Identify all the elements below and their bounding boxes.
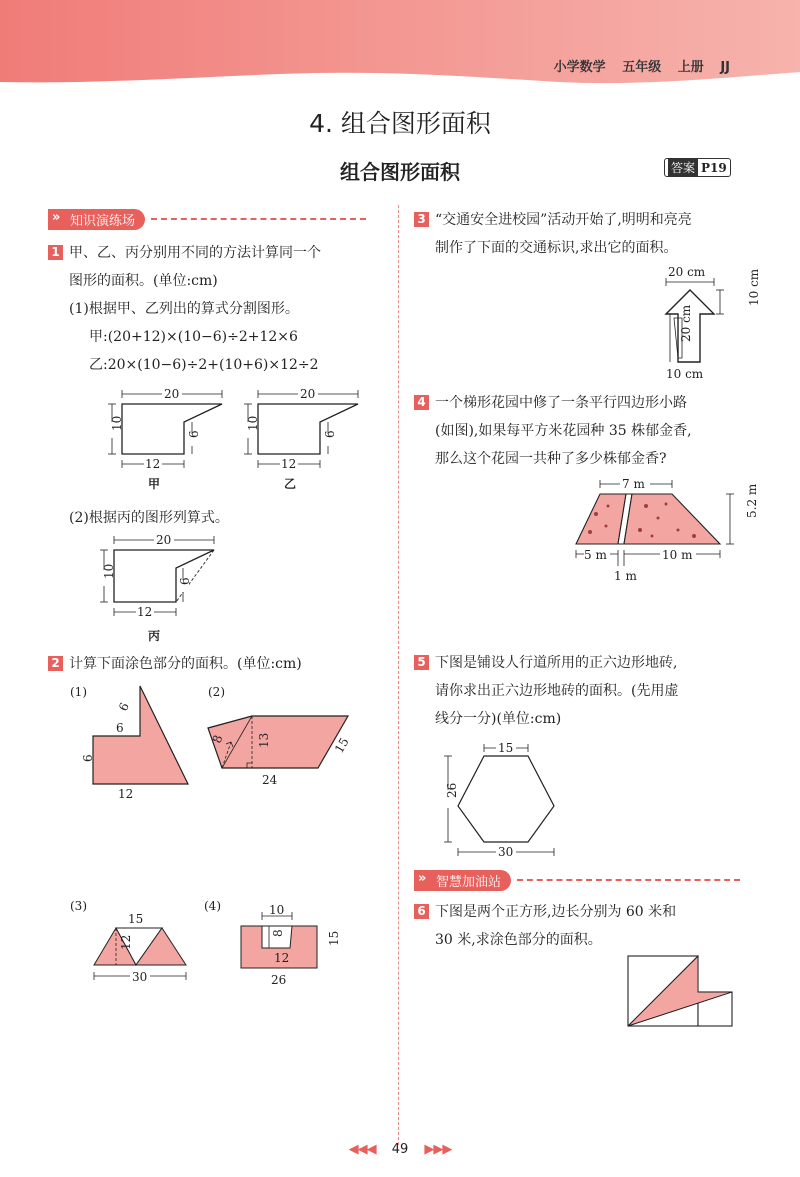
- q6-two-squares-figure: [626, 954, 740, 1030]
- q2-fig2-side-d: 24: [262, 773, 278, 787]
- section-boost: [414, 869, 740, 891]
- q2-fig4-label: (4): [204, 899, 221, 913]
- q1-jia-bottom-label: 12: [145, 457, 161, 471]
- q4-path-width: 1 m: [614, 569, 637, 583]
- section-boost-label: 智慧加油站: [436, 874, 502, 890]
- q1-jia-left-label: 10: [110, 415, 124, 431]
- q5-text-line2: 请你求出正六边形地砖的面积。(先用虚: [435, 683, 679, 699]
- q3-right-height: 10 cm: [747, 268, 761, 306]
- q2-fig4-inner-base: 12: [274, 951, 290, 965]
- volume-label: 上册: [677, 60, 704, 75]
- q2-fig4-height: 15: [327, 930, 341, 946]
- section-practice: [48, 208, 366, 230]
- q2-fig1-label: (1): [70, 685, 87, 699]
- next-arrows-icon: ▶▶▶: [424, 1142, 452, 1157]
- q1-formula-yi: 乙:20×(10−6)÷2+(10+6)×12÷2: [89, 357, 319, 373]
- question-1: [48, 239, 388, 379]
- q2-fig2-side-a: 8: [209, 733, 226, 746]
- edition-label: JJ: [720, 60, 730, 75]
- question-2: [48, 650, 302, 678]
- q5-text-line1: 下图是铺设人行道所用的正六边形地砖,: [435, 655, 678, 671]
- q2-fig3-height: 12: [119, 934, 133, 950]
- page-subtitle: 组合图形面积: [340, 160, 460, 184]
- q4-text-line2: (如图),如果每平方米花园种 35 株郁金香,: [435, 423, 692, 439]
- question-number: 2: [48, 656, 63, 671]
- q1-label-bing: 丙: [148, 629, 161, 643]
- q2-figures-1-2: [66, 682, 366, 810]
- q5-top-side: 15: [498, 741, 514, 755]
- q1-label-jia: 甲: [148, 477, 161, 491]
- q1-bing-bottom-label: 12: [137, 605, 153, 619]
- q4-top-width: 7 m: [622, 477, 645, 491]
- question-5: [414, 649, 754, 733]
- question-number: 3: [414, 212, 429, 227]
- section-practice-label: 知识演练场: [70, 213, 136, 229]
- question-6: [414, 898, 754, 954]
- q1-yi-left-label: 10: [246, 415, 260, 431]
- q5-width: 30: [498, 845, 514, 859]
- q1-label-yi: 乙: [284, 477, 297, 491]
- q1-formula-jia: 甲:(20+12)×(10−6)÷2+12×6: [89, 329, 298, 345]
- q4-right-base: 10 m: [662, 548, 693, 562]
- q1-yi-top-label: 20: [300, 387, 316, 401]
- q1-yi-bottom-label: 12: [281, 457, 297, 471]
- q1-bing-top-label: 20: [156, 533, 172, 547]
- q5-hexagon-figure: [436, 738, 566, 860]
- prev-arrows-icon: ◀◀◀: [348, 1142, 376, 1157]
- q2-fig4-top: 10: [269, 903, 285, 917]
- q1-part1: (1)根据甲、乙列出的算式分割图形。: [69, 301, 299, 317]
- page-number: 49: [391, 1142, 409, 1157]
- question-4: [414, 389, 754, 473]
- double-arrow-icon: »: [52, 209, 61, 225]
- answer-reference: [664, 158, 731, 177]
- q1-jia-right-label: 6: [187, 430, 201, 438]
- grade-label: 五年级: [622, 60, 662, 75]
- question-3: [414, 206, 754, 262]
- q2-fig2-side-c: 15: [331, 735, 352, 756]
- q3-bottom-width: 10 cm: [666, 367, 704, 381]
- book-breadcrumb: [542, 56, 730, 75]
- q2-fig4-width: 26: [271, 973, 287, 987]
- q2-fig3-top: 15: [128, 912, 144, 926]
- q2-fig2-side-b: 13: [257, 732, 271, 748]
- q1-jia-top-label: 20: [164, 387, 180, 401]
- q4-left-base: 5 m: [584, 548, 607, 562]
- q4-height: 5.2 m: [745, 483, 759, 518]
- q6-text-line1: 下图是两个正方形,边长分别为 60 米和: [435, 904, 677, 920]
- q5-height: 26: [445, 782, 459, 798]
- q2-fig2-label: (2): [208, 685, 225, 699]
- q2-fig4-inner-height: 8: [271, 929, 285, 937]
- q1-bing-right-label: 6: [178, 577, 192, 585]
- q3-text-line1: “交通安全进校园”活动开始了,明明和亮亮: [435, 212, 692, 228]
- question-number: 1: [48, 245, 63, 260]
- q2-fig1-side-c: 6: [81, 754, 95, 762]
- question-number: 5: [414, 655, 429, 670]
- double-arrow-icon: »: [418, 870, 427, 886]
- answer-label: 答案: [668, 159, 698, 176]
- q1-bing-left-label: 10: [102, 563, 116, 579]
- q4-text-line1: 一个梯形花园中修了一条平行四边形小路: [435, 395, 687, 411]
- page-title: 4. 组合图形面积: [309, 109, 491, 138]
- q2-figures-3-4: [66, 892, 366, 992]
- q1-text-line1: 甲、乙、丙分别用不同的方法计算同一个: [69, 245, 321, 261]
- q3-text-line2: 制作了下面的交通标识,求出它的面积。: [435, 240, 678, 256]
- q2-fig1-side-d: 12: [118, 787, 134, 801]
- page-footer: [0, 1142, 800, 1157]
- header-band: [0, 0, 800, 100]
- q2-fig3-base: 30: [132, 970, 148, 984]
- q2-text: 计算下面涂色部分的面积。(单位:cm): [69, 656, 302, 672]
- q4-text-line3: 那么这个花园一共种了多少株郁金香?: [435, 451, 667, 467]
- q1-figure-bing: [92, 532, 232, 646]
- column-divider: [398, 205, 399, 1145]
- question-number: 6: [414, 904, 429, 919]
- q5-text-line3: 线分一分)(单位:cm): [435, 711, 562, 727]
- q3-left-height: 20 cm: [679, 304, 693, 342]
- q2-fig1-side-a: 6: [116, 700, 132, 714]
- q3-top-width: 20 cm: [668, 265, 706, 279]
- q4-garden-figure: [568, 474, 759, 588]
- q1-yi-right-label: 6: [323, 430, 337, 438]
- q6-text-line2: 30 米,求涂色部分的面积。: [435, 932, 602, 948]
- q1-part2: (2)根据丙的图形列算式。: [69, 510, 229, 526]
- answer-page: P19: [701, 160, 727, 175]
- q2-fig1-side-b: 6: [116, 721, 124, 735]
- q3-traffic-sign-figure: [652, 262, 761, 384]
- subject-label: 小学数学: [553, 60, 606, 75]
- q1-text-line2: 图形的面积。(单位:cm): [69, 273, 218, 289]
- q2-fig3-label: (3): [70, 899, 87, 913]
- question-number: 4: [414, 395, 429, 410]
- q1-figures-jia-yi: [100, 384, 360, 492]
